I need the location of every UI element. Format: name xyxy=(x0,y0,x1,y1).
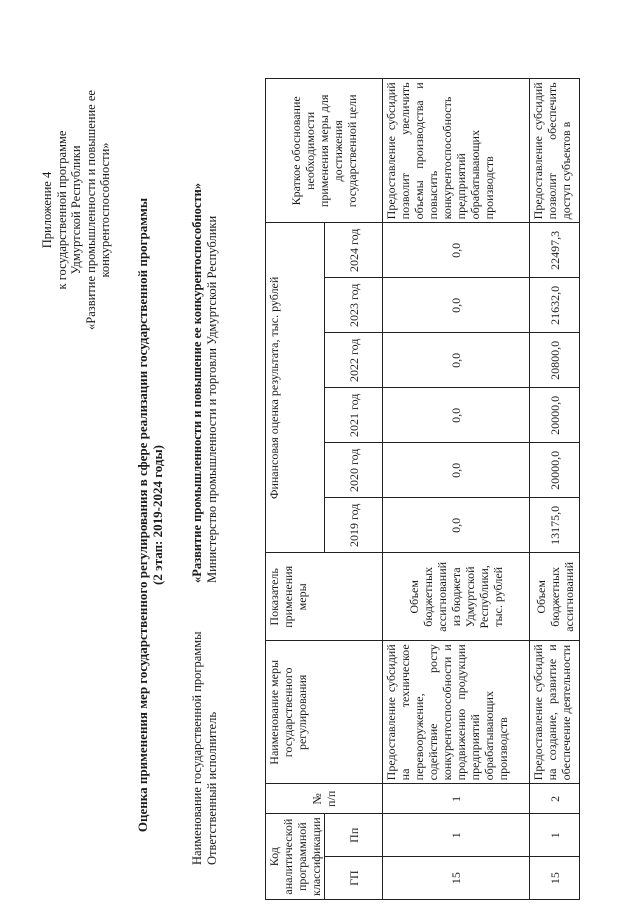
appendix-line: к государственной программе xyxy=(54,130,69,290)
program-label: Наименование государственной программы xyxy=(190,631,204,865)
indicator-cell: Объем бюджетных ассигнований xyxy=(530,553,580,641)
appendix-line: конкурентоспособности» xyxy=(98,142,112,278)
year-header: 2021 год xyxy=(325,388,383,443)
program-name: «Развитие промышленности и повышение ее конкурентоспособности» xyxy=(190,182,204,583)
value-cell: 22497,3 xyxy=(530,223,580,278)
num-header: № п/п xyxy=(266,784,383,814)
pp-cell: 1 xyxy=(530,814,580,857)
value-cell: 20800,0 xyxy=(530,333,580,388)
value-cell: 21632,0 xyxy=(530,278,580,333)
indicator-header: Показатель применения меры xyxy=(266,553,383,641)
appendix-line: «Развитие промышленности и повышение ее xyxy=(83,90,98,330)
num-cell: 1 xyxy=(383,784,530,814)
value-cell: 0,0 xyxy=(383,443,530,498)
rationale-cell: Предоставление субсидий позволит увеличить объемы производства и повысить конкурентоспособность предприятий обрабатывающих производств xyxy=(383,79,530,223)
meta-values xyxy=(190,183,220,583)
value-cell: 0,0 xyxy=(383,388,530,443)
pp-header: Пп xyxy=(325,814,383,857)
year-header: 2022 год xyxy=(325,333,383,388)
appendix-line: Приложение 4 xyxy=(40,171,54,249)
gp-header: ГП xyxy=(325,857,383,900)
gp-cell: 15 xyxy=(383,857,530,900)
appendix-note xyxy=(40,20,113,400)
year-header: 2020 год xyxy=(325,443,383,498)
finance-header: Финансовая оценка результата, тыс. рублей xyxy=(266,223,325,553)
value-cell: 20000,0 xyxy=(530,443,580,498)
meta-labels xyxy=(190,631,220,865)
value-cell: 0,0 xyxy=(383,278,530,333)
regulation-table xyxy=(265,78,580,900)
code-header: Код аналитической программной классификации xyxy=(266,814,325,900)
year-header: 2023 год xyxy=(325,278,383,333)
value-cell: 0,0 xyxy=(383,498,530,553)
indicator-cell: Объем бюджетных ассигнований из бюджета Удмуртской Республики, тыс. рублей xyxy=(383,553,530,641)
document-title xyxy=(135,165,165,865)
rationale-header: Краткое обоснование необходимости применения меры для достижения государственной цели xyxy=(266,79,383,223)
appendix-line: Удмуртской Республики xyxy=(69,145,83,275)
title-line: (2 этап: 2019-2024 годы) xyxy=(150,445,165,585)
pp-cell: 1 xyxy=(383,814,530,857)
year-header: 2019 год xyxy=(325,498,383,553)
header-row xyxy=(266,79,325,900)
value-cell: 0,0 xyxy=(383,223,530,278)
value-cell: 0,0 xyxy=(383,333,530,388)
num-cell: 2 xyxy=(530,784,580,814)
measure-cell: Предоставление субсидий на техническое перевооружение, содействие росту конкурентоспособности и продвижению продукции предприятий обрабатывающих производств xyxy=(383,641,530,784)
table-row xyxy=(383,79,530,900)
measure-cell: Предоставление субсидий на создание, развитие и обеспечение деятельности xyxy=(530,641,580,784)
executor-name: Министерство промышленности и торговли Удмуртской Республики xyxy=(205,215,219,583)
measure-header: Наименование меры государственного регулирования xyxy=(266,641,383,784)
executor-label: Ответственный исполнитель xyxy=(205,711,219,865)
gp-cell: 15 xyxy=(530,857,580,900)
year-header: 2024 год xyxy=(325,223,383,278)
value-cell: 20000,0 xyxy=(530,388,580,443)
table-row xyxy=(530,79,580,900)
title-line: Оценка применения мер государственного регулирования в сфере реализации государственной программы xyxy=(135,197,150,833)
value-cell: 13175,0 xyxy=(530,498,580,553)
rationale-cell: Предоставление субсидий позволит обеспечить доступ субъектов в xyxy=(530,79,580,223)
